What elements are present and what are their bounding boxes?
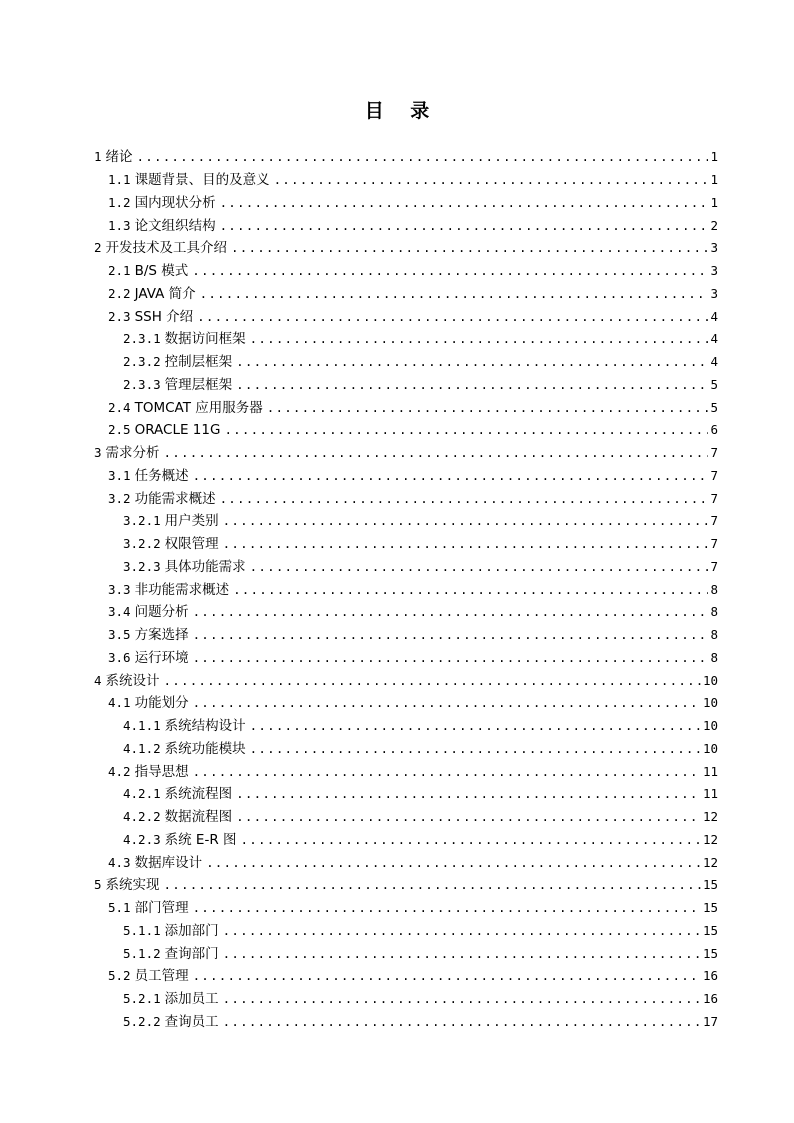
toc-entry-number: 4.2.1	[123, 786, 161, 802]
toc-entry-number: 4.2.2	[123, 809, 161, 825]
toc-entry-number: 3.2.2	[123, 536, 161, 552]
toc-entry[interactable]	[0, 715, 794, 738]
toc-entry-page: 10	[702, 695, 718, 711]
toc-entry-page: 7	[710, 558, 718, 574]
toc-entry-page: 10	[702, 672, 718, 688]
toc-dot-leader	[220, 217, 709, 235]
toc-entry-title: 课题背景、目的及意义	[134, 172, 270, 189]
toc-entry[interactable]	[0, 783, 794, 806]
toc-entry-title: 任务概述	[134, 467, 189, 484]
toc-entry-number: 3.1	[108, 467, 131, 483]
toc-dot-leader	[250, 717, 701, 735]
toc-entry-title: 方案选择	[134, 627, 189, 644]
toc-entry-title: 系统流程图	[164, 786, 233, 803]
toc-dot-leader	[250, 740, 701, 758]
toc-entry-number: 2.1	[108, 263, 131, 279]
toc-entry[interactable]	[0, 283, 794, 306]
toc-dot-leader	[193, 763, 701, 781]
toc-dot-leader	[236, 785, 701, 803]
toc-entry-title: 添加员工	[164, 991, 219, 1008]
toc-entry-number: 4.2	[108, 763, 131, 779]
toc-dot-leader	[241, 831, 701, 849]
toc-entry-page: 3	[710, 285, 718, 301]
toc-entry-page: 11	[702, 786, 718, 802]
toc-entry-number: 1.1	[108, 172, 131, 188]
toc-entry[interactable]	[0, 965, 794, 988]
toc-entry-page: 3	[710, 240, 718, 256]
toc-dot-leader	[164, 672, 701, 690]
toc-entry-number: 3.2.3	[123, 558, 161, 574]
toc-dot-leader	[193, 467, 709, 485]
toc-entry[interactable]	[0, 624, 794, 647]
toc-entry-title: 部门管理	[134, 900, 189, 917]
toc-entry[interactable]	[0, 1011, 794, 1034]
table-of-contents	[0, 146, 794, 1033]
toc-entry-page: 16	[702, 991, 718, 1007]
toc-entry-page: 7	[710, 467, 718, 483]
toc-dot-leader	[220, 490, 709, 508]
toc-entry-title: SSH 介绍	[134, 308, 194, 325]
toc-entry-page: 4	[710, 331, 718, 347]
toc-entry-page: 4	[710, 354, 718, 370]
toc-dot-leader	[267, 399, 709, 417]
toc-entry[interactable]	[0, 260, 794, 283]
toc-entry-number: 2	[94, 240, 102, 256]
toc-entry[interactable]	[0, 487, 794, 510]
toc-entry-number: 2.3.3	[123, 376, 161, 392]
toc-entry-page: 3	[710, 263, 718, 279]
toc-entry[interactable]	[0, 556, 794, 579]
toc-entry[interactable]	[0, 396, 794, 419]
toc-entry-number: 4.2.3	[123, 831, 161, 847]
toc-entry-title: 查询部门	[164, 945, 219, 962]
toc-entry-number: 5.1.1	[123, 922, 161, 938]
toc-dot-leader	[197, 308, 708, 326]
toc-entry[interactable]	[0, 146, 794, 169]
toc-entry-page: 7	[710, 490, 718, 506]
toc-entry[interactable]	[0, 692, 794, 715]
toc-entry-number: 5.2.2	[123, 1013, 161, 1029]
toc-dot-leader	[250, 558, 709, 576]
toc-entry[interactable]	[0, 305, 794, 328]
toc-entry-number: 3	[94, 445, 102, 461]
toc-entry-page: 4	[710, 308, 718, 324]
toc-entry[interactable]	[0, 465, 794, 488]
toc-entry-number: 2.3.2	[123, 354, 161, 370]
toc-entry[interactable]	[0, 942, 794, 965]
toc-entry-page: 1	[710, 172, 718, 188]
toc-entry-page: 8	[710, 581, 718, 597]
toc-dot-leader	[231, 239, 708, 257]
toc-entry-title: 功能划分	[134, 695, 189, 712]
toc-dot-leader	[250, 330, 709, 348]
toc-entry-number: 2.3.1	[123, 331, 161, 347]
toc-entry-title: 系统 E-R 图	[164, 831, 237, 848]
toc-entry-page: 7	[710, 513, 718, 529]
toc-entry-number: 4.1.2	[123, 740, 161, 756]
toc-entry-title: 数据流程图	[164, 809, 233, 826]
toc-entry-title: 数据访问框架	[164, 331, 246, 348]
toc-entry-title: 开发技术及工具介绍	[105, 240, 228, 257]
toc-dot-leader	[223, 990, 701, 1008]
toc-dot-leader	[193, 967, 701, 985]
toc-entry[interactable]	[0, 874, 794, 897]
toc-entry-page: 1	[710, 194, 718, 210]
toc-entry-title: JAVA 简介	[134, 285, 196, 302]
toc-entry[interactable]	[0, 669, 794, 692]
toc-entry[interactable]	[0, 214, 794, 237]
toc-entry[interactable]	[0, 237, 794, 260]
toc-entry-page: 15	[702, 922, 718, 938]
toc-dot-leader	[193, 626, 709, 644]
toc-entry-number: 2.4	[108, 399, 131, 415]
toc-entry-title: 控制层框架	[164, 354, 233, 371]
toc-entry-title: 指导思想	[134, 763, 189, 780]
toc-entry-number: 4.3	[108, 854, 131, 870]
toc-entry[interactable]	[0, 760, 794, 783]
toc-entry-number: 2.5	[108, 422, 131, 438]
toc-entry-number: 2.2	[108, 285, 131, 301]
toc-entry-title: 非功能需求概述	[134, 581, 230, 598]
toc-entry-title: 功能需求概述	[134, 490, 216, 507]
toc-entry-title: 数据库设计	[134, 854, 203, 871]
toc-entry-page: 15	[702, 877, 718, 893]
toc-entry-page: 15	[702, 945, 718, 961]
toc-entry-number: 1	[94, 149, 102, 165]
toc-dot-leader	[223, 535, 709, 553]
toc-entry-title: 论文组织结构	[134, 217, 216, 234]
toc-entry-title: 管理层框架	[164, 376, 233, 393]
toc-dot-leader	[200, 285, 709, 303]
toc-entry-number: 3.2.1	[123, 513, 161, 529]
toc-dot-leader	[193, 603, 709, 621]
toc-entry-page: 8	[710, 627, 718, 643]
toc-entry-page: 6	[710, 422, 718, 438]
toc-entry[interactable]	[0, 192, 794, 215]
toc-entry[interactable]	[0, 920, 794, 943]
toc-dot-leader	[224, 421, 708, 439]
toc-entry-page: 12	[702, 854, 718, 870]
toc-entry-number: 1.3	[108, 217, 131, 233]
toc-dot-leader	[236, 808, 701, 826]
toc-entry-page: 10	[702, 740, 718, 756]
toc-entry-page: 2	[710, 217, 718, 233]
toc-dot-leader	[223, 512, 709, 530]
toc-entry-page: 5	[710, 399, 718, 415]
toc-entry-number: 3.2	[108, 490, 131, 506]
toc-entry-number: 3.4	[108, 604, 131, 620]
toc-entry-title: 问题分析	[134, 604, 189, 621]
toc-entry[interactable]	[0, 829, 794, 852]
toc-entry-title: 系统设计	[105, 672, 160, 689]
toc-entry-number: 2.3	[108, 308, 131, 324]
toc-entry[interactable]	[0, 738, 794, 761]
toc-entry-number: 4.1.1	[123, 718, 161, 734]
toc-entry-page: 15	[702, 900, 718, 916]
toc-dot-leader	[236, 376, 708, 394]
toc-entry-page: 10	[702, 718, 718, 734]
toc-entry[interactable]	[0, 442, 794, 465]
toc-entry-title: 权限管理	[164, 536, 219, 553]
toc-entry-page: 16	[702, 968, 718, 984]
toc-entry-page: 7	[710, 536, 718, 552]
toc-entry[interactable]	[0, 510, 794, 533]
toc-entry[interactable]	[0, 851, 794, 874]
toc-dot-leader	[223, 945, 701, 963]
toc-dot-leader	[164, 876, 701, 894]
toc-entry-title: 查询员工	[164, 1013, 219, 1030]
toc-entry[interactable]	[0, 897, 794, 920]
toc-dot-leader	[233, 581, 708, 599]
toc-entry-number: 4	[94, 672, 102, 688]
toc-entry-title: TOMCAT 应用服务器	[134, 399, 263, 416]
toc-entry[interactable]	[0, 647, 794, 670]
toc-title: 目 录	[364, 100, 440, 122]
toc-entry-page: 12	[702, 831, 718, 847]
toc-entry-number: 3.6	[108, 649, 131, 665]
toc-dot-leader	[192, 262, 708, 280]
toc-entry-page: 7	[710, 445, 718, 461]
toc-entry-title: 国内现状分析	[134, 194, 216, 211]
toc-dot-leader	[274, 171, 709, 189]
toc-dot-leader	[137, 148, 709, 166]
toc-entry-number: 3.3	[108, 581, 131, 597]
toc-entry-title: 系统功能模块	[164, 740, 246, 757]
toc-entry-title: 运行环境	[134, 649, 189, 666]
toc-entry-number: 5.2	[108, 968, 131, 984]
toc-entry-number: 5.1	[108, 900, 131, 916]
toc-entry[interactable]	[0, 169, 794, 192]
toc-dot-leader	[223, 1013, 701, 1031]
toc-entry-page: 1	[710, 149, 718, 165]
toc-entry-title: 系统结构设计	[164, 718, 246, 735]
toc-entry-page: 11	[702, 763, 718, 779]
toc-dot-leader	[164, 444, 709, 462]
toc-dot-leader	[193, 649, 709, 667]
toc-dot-leader	[220, 194, 709, 212]
toc-dot-leader	[236, 353, 708, 371]
toc-entry-number: 5	[94, 877, 102, 893]
toc-entry-title: 用户类别	[164, 513, 219, 530]
toc-entry[interactable]	[0, 328, 794, 351]
toc-entry[interactable]	[0, 374, 794, 397]
toc-entry[interactable]	[0, 806, 794, 829]
toc-entry-page: 17	[702, 1013, 718, 1029]
toc-dot-leader	[193, 694, 701, 712]
toc-entry-page: 5	[710, 376, 718, 392]
toc-entry-number: 5.2.1	[123, 991, 161, 1007]
toc-entry-title: 添加部门	[164, 922, 219, 939]
toc-entry-title: 员工管理	[134, 968, 189, 985]
toc-entry[interactable]	[0, 533, 794, 556]
toc-dot-leader	[193, 899, 701, 917]
toc-entry-title: 系统实现	[105, 877, 160, 894]
toc-entry-number: 1.2	[108, 194, 131, 210]
toc-entry-number: 3.5	[108, 627, 131, 643]
toc-dot-leader	[223, 922, 701, 940]
toc-entry-title: 需求分析	[105, 445, 160, 462]
toc-entry-title: 具体功能需求	[164, 558, 246, 575]
toc-entry-number: 4.1	[108, 695, 131, 711]
toc-entry[interactable]	[0, 351, 794, 374]
toc-entry-title: ORACLE 11G	[134, 422, 221, 439]
toc-entry-page: 8	[710, 604, 718, 620]
toc-dot-leader	[206, 854, 701, 872]
toc-entry-page: 8	[710, 649, 718, 665]
toc-entry-number: 5.1.2	[123, 945, 161, 961]
toc-entry[interactable]	[0, 578, 794, 601]
toc-entry[interactable]	[0, 419, 794, 442]
toc-entry[interactable]	[0, 988, 794, 1011]
toc-entry-page: 12	[702, 809, 718, 825]
toc-entry-title: B/S 模式	[134, 263, 189, 280]
toc-entry[interactable]	[0, 601, 794, 624]
toc-entry-title: 绪论	[105, 149, 133, 166]
